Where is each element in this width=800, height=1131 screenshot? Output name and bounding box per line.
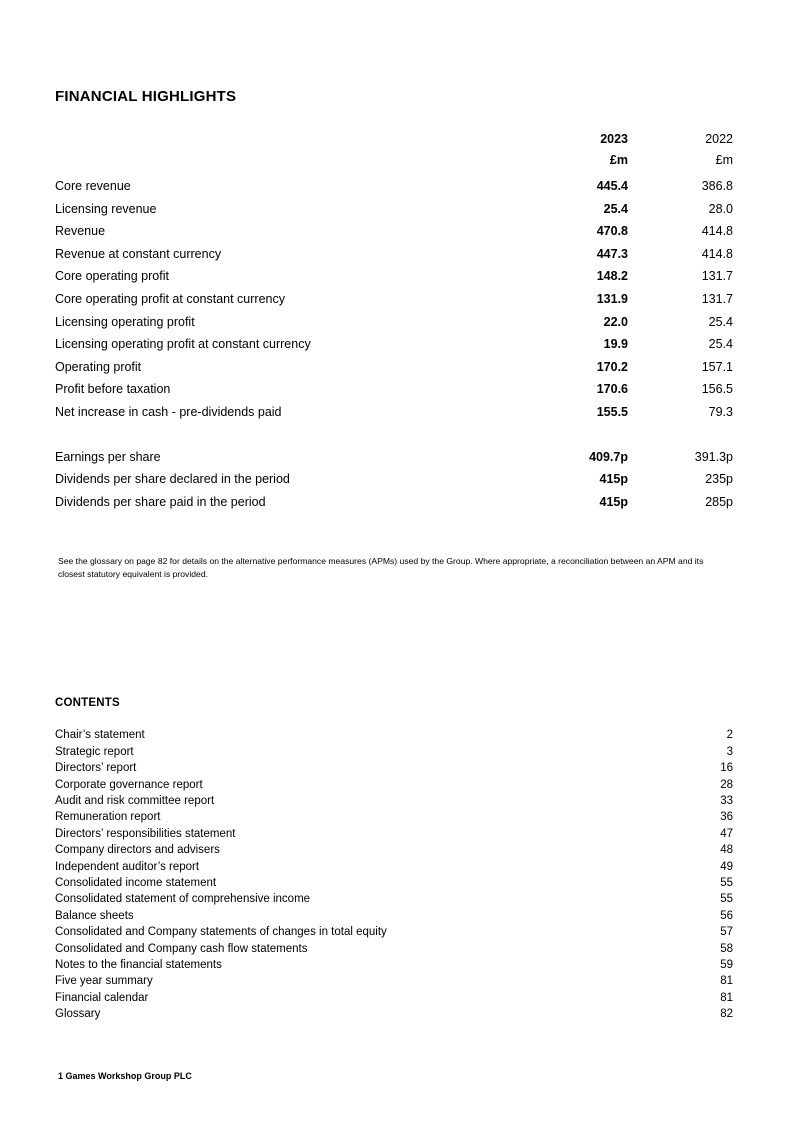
toc-label: Directors’ responsibilities statement (55, 827, 236, 840)
toc-row (55, 859, 733, 875)
toc-row (55, 875, 733, 891)
row-value-2023: 445.4 (596, 179, 628, 193)
toc-page-number: 57 (720, 926, 733, 939)
toc-row (55, 924, 733, 940)
contents-list (55, 727, 733, 1022)
toc-row (55, 973, 733, 989)
row-value-2022: 131.7 (701, 269, 733, 284)
toc-page-number: 33 (720, 794, 733, 807)
row-value-2023: 170.6 (596, 382, 628, 397)
toc-page-number: 16 (720, 762, 733, 775)
toc-row (55, 793, 733, 809)
row-value-2022: 79.3 (708, 404, 733, 419)
toc-page-number: 81 (720, 975, 733, 988)
row-value-2022: 25.4 (708, 337, 733, 352)
row-label: Net increase in cash - pre-dividends paid (55, 404, 282, 419)
row-value-2023: 148.2 (596, 269, 628, 284)
spacer (55, 129, 538, 150)
table-row (55, 220, 733, 243)
table-row (55, 265, 733, 288)
row-label: Core operating profit (55, 269, 169, 284)
row-value-2022: 131.7 (701, 291, 733, 306)
row-label: Earnings per share (55, 449, 161, 464)
row-label: Profit before taxation (55, 382, 171, 397)
toc-label: Corporate governance report (55, 778, 203, 791)
table-row (55, 311, 733, 334)
row-label: Licensing operating profit (55, 314, 195, 329)
row-value-2022: 285p (705, 494, 733, 509)
toc-row (55, 957, 733, 973)
row-value-2022: 235p (705, 472, 733, 487)
toc-page-number: 82 (720, 1008, 733, 1021)
financial-highlights-title: FINANCIAL HIGHLIGHTS (55, 88, 237, 105)
table-unit-header-row (55, 150, 733, 171)
toc-row (55, 777, 733, 793)
toc-label: Consolidated income statement (55, 876, 217, 889)
table-row (55, 175, 733, 198)
column-header-2022: 2022 (705, 132, 733, 146)
toc-label: Financial calendar (55, 991, 149, 1004)
toc-page-number: 58 (720, 942, 733, 955)
spacer (55, 424, 733, 446)
toc-label: Audit and risk committee report (55, 794, 215, 807)
toc-label: Balance sheets (55, 909, 134, 922)
row-value-2023: 131.9 (596, 291, 628, 306)
contents-section (55, 697, 733, 1022)
toc-label: Remuneration report (55, 811, 161, 824)
row-label: Revenue at constant currency (55, 246, 222, 261)
table-row (55, 243, 733, 266)
toc-label: Consolidated statement of comprehensive income (55, 893, 311, 906)
table-row (55, 333, 733, 356)
toc-label: Chair’s statement (55, 729, 145, 742)
row-value-2022: 25.4 (708, 314, 733, 329)
financial-highlights-table (55, 129, 733, 513)
row-value-2023: 155.5 (596, 404, 628, 419)
toc-page-number: 81 (720, 991, 733, 1004)
toc-row (55, 891, 733, 907)
table-row (55, 401, 733, 424)
toc-page-number: 59 (720, 959, 733, 971)
row-label: Dividends per share paid in the period (55, 494, 266, 509)
row-value-2022: 414.8 (701, 246, 733, 261)
unit-header-2022: £m (715, 153, 733, 167)
row-value-2022: 28.0 (708, 201, 733, 216)
toc-label: Strategic report (55, 745, 134, 758)
row-value-2023: 22.0 (603, 314, 628, 329)
apm-footnote: See the glossary on page 82 for details on the alternative performance measures (APMs) used by the Group. Where appropriate, a reconciliation between an APM and its closest statutory equivalent is provided. (58, 556, 704, 580)
toc-row (55, 1006, 733, 1022)
toc-page-number: 47 (720, 827, 733, 840)
toc-page-number: 36 (720, 811, 733, 824)
toc-page-number: 55 (720, 893, 733, 906)
toc-row (55, 809, 733, 825)
toc-page-number: 55 (720, 876, 733, 889)
row-value-2022: 391.3p (694, 449, 733, 464)
column-header-2023: 2023 (600, 132, 628, 146)
row-value-2023: 447.3 (596, 246, 628, 261)
toc-label: Consolidated and Company cash flow statements (55, 942, 308, 955)
toc-row (55, 744, 733, 760)
row-value-2023: 470.8 (596, 224, 628, 239)
table-row (55, 356, 733, 379)
row-label: Revenue (55, 224, 106, 239)
toc-row (55, 760, 733, 776)
row-value-2023: 415p (599, 472, 628, 487)
row-label: Licensing operating profit at constant currency (55, 337, 311, 352)
toc-label: Notes to the financial statements (55, 959, 222, 971)
toc-page-number: 3 (726, 745, 733, 758)
row-value-2023: 170.2 (596, 359, 628, 374)
row-value-2022: 414.8 (701, 224, 733, 239)
row-value-2023: 19.9 (603, 337, 628, 352)
table-year-header-row (55, 129, 733, 150)
toc-label: Company directors and advisers (55, 844, 220, 857)
toc-row (55, 826, 733, 842)
toc-label: Independent auditor’s report (55, 860, 200, 873)
row-label: Core revenue (55, 179, 131, 193)
toc-row (55, 941, 733, 957)
row-label: Core operating profit at constant currency (55, 291, 285, 306)
row-value-2022: 386.8 (701, 179, 733, 193)
table-row (55, 378, 733, 401)
row-value-2023: 25.4 (603, 201, 628, 216)
table-row (55, 446, 733, 469)
toc-page-number: 56 (720, 909, 733, 922)
contents-title: CONTENTS (55, 697, 120, 710)
table-row (55, 468, 733, 491)
row-value-2023: 409.7p (589, 449, 628, 464)
spacer (55, 150, 538, 171)
toc-label: Glossary (55, 1008, 101, 1021)
page-footer: 1 Games Workshop Group PLC (58, 1071, 192, 1081)
toc-label: Directors’ report (55, 762, 137, 775)
toc-label: Consolidated and Company statements of changes in total equity (55, 926, 387, 939)
row-label: Dividends per share declared in the period (55, 472, 290, 487)
toc-row (55, 990, 733, 1006)
toc-page-number: 2 (726, 729, 733, 742)
toc-page-number: 48 (720, 844, 733, 857)
toc-row (55, 842, 733, 858)
row-value-2023: 415p (599, 494, 628, 509)
row-label: Operating profit (55, 359, 142, 374)
row-label: Licensing revenue (55, 201, 157, 216)
toc-page-number: 49 (720, 860, 733, 873)
row-value-2022: 157.1 (701, 359, 733, 374)
table-row (55, 491, 733, 514)
table-row (55, 288, 733, 311)
unit-header-2023: £m (609, 153, 628, 167)
toc-row (55, 908, 733, 924)
toc-label: Five year summary (55, 975, 153, 988)
toc-row (55, 727, 733, 743)
toc-page-number: 28 (720, 778, 733, 791)
table-row (55, 198, 733, 221)
row-value-2022: 156.5 (701, 382, 733, 397)
